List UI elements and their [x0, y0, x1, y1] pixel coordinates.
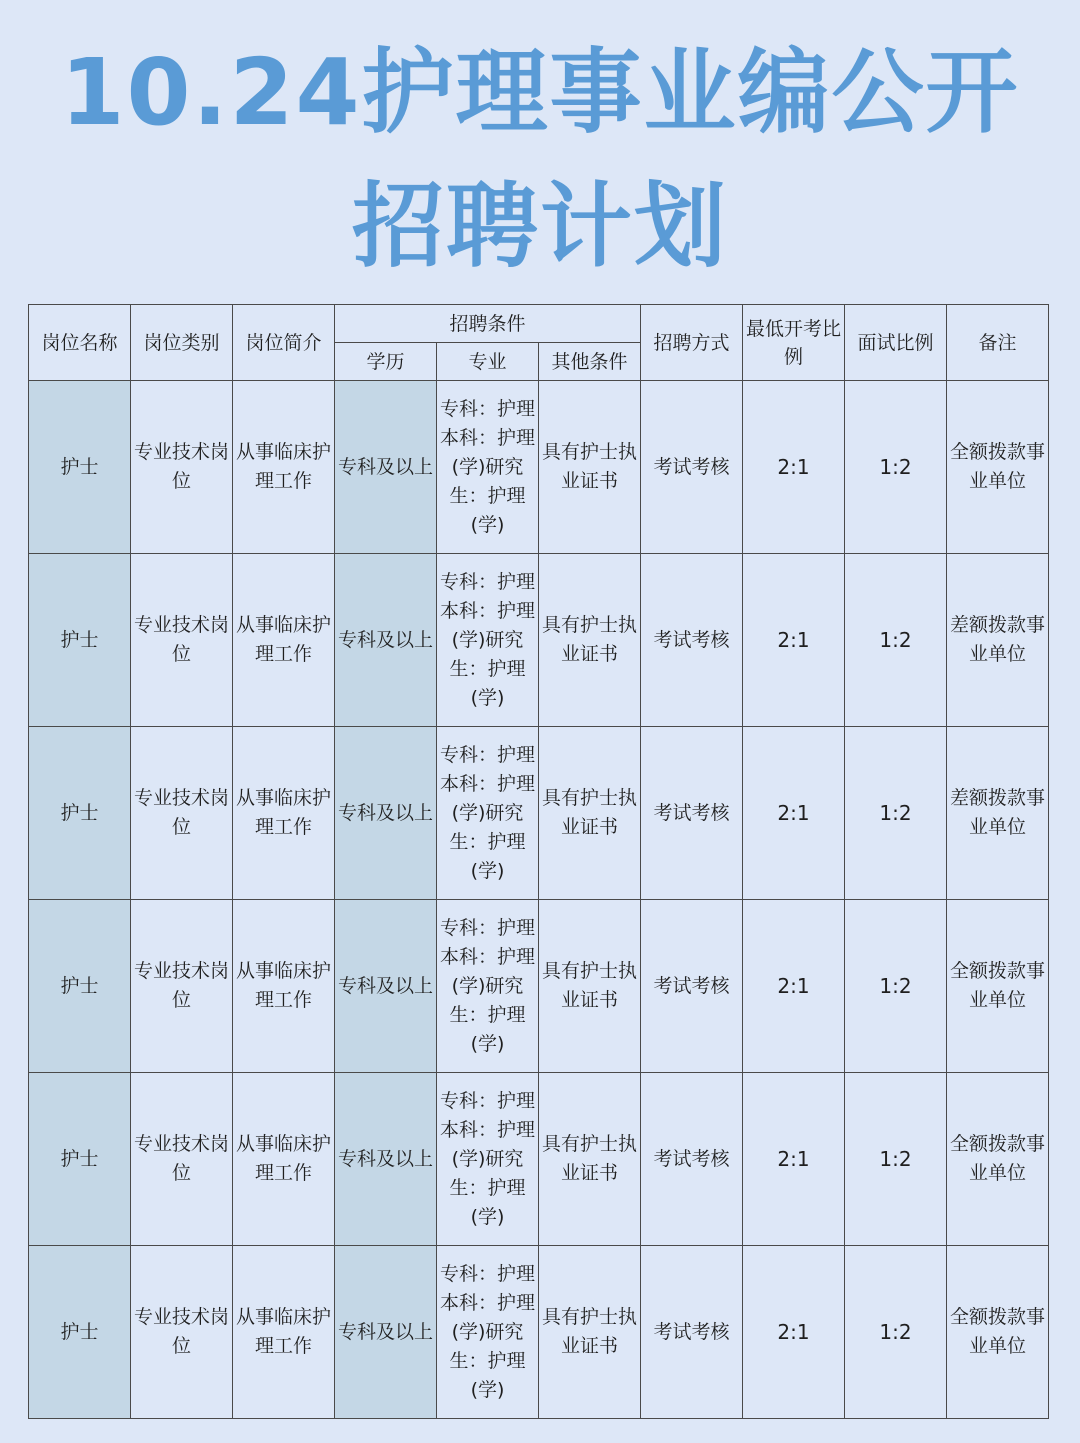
recruitment-table: [28, 304, 1049, 1419]
cell-remarks: 全额拨款事业单位: [947, 900, 1049, 1073]
table-row: [29, 900, 1049, 1073]
cell-min-ratio: 2:1: [743, 727, 845, 900]
cell-education: 专科及以上: [335, 1246, 437, 1419]
cell-position-type: 专业技术岗位: [131, 1073, 233, 1246]
cell-position-name: 护士: [29, 1246, 131, 1419]
cell-min-ratio: 2:1: [743, 381, 845, 554]
header-position-name: 岗位名称: [29, 305, 131, 381]
cell-education: 专科及以上: [335, 381, 437, 554]
cell-major: 专科：护理本科：护理(学)研究生：护理(学): [437, 1246, 539, 1419]
cell-major: 专科：护理本科：护理(学)研究生：护理(学): [437, 381, 539, 554]
cell-major: 专科：护理本科：护理(学)研究生：护理(学): [437, 554, 539, 727]
cell-remarks: 差额拨款事业单位: [947, 727, 1049, 900]
cell-position-name: 护士: [29, 381, 131, 554]
header-education: 学历: [335, 343, 437, 381]
cell-min-ratio: 2:1: [743, 1246, 845, 1419]
table-row: [29, 381, 1049, 554]
header-major: 专业: [437, 343, 539, 381]
cell-interview-ratio: 1:2: [845, 727, 947, 900]
cell-remarks: 全额拨款事业单位: [947, 381, 1049, 554]
cell-method: 考试考核: [641, 554, 743, 727]
cell-position-name: 护士: [29, 727, 131, 900]
cell-other: 具有护士执业证书: [539, 1246, 641, 1419]
cell-remarks: 全额拨款事业单位: [947, 1073, 1049, 1246]
cell-position-type: 专业技术岗位: [131, 381, 233, 554]
header-conditions-group: 招聘条件: [335, 305, 641, 343]
cell-position-intro: 从事临床护理工作: [233, 1073, 335, 1246]
cell-major: 专科：护理本科：护理(学)研究生：护理(学): [437, 727, 539, 900]
header-method: 招聘方式: [641, 305, 743, 381]
cell-other: 具有护士执业证书: [539, 1073, 641, 1246]
table-row: [29, 1246, 1049, 1419]
cell-position-name: 护士: [29, 1073, 131, 1246]
cell-position-intro: 从事临床护理工作: [233, 900, 335, 1073]
cell-education: 专科及以上: [335, 1073, 437, 1246]
cell-position-type: 专业技术岗位: [131, 900, 233, 1073]
cell-remarks: 全额拨款事业单位: [947, 1246, 1049, 1419]
cell-interview-ratio: 1:2: [845, 1246, 947, 1419]
cell-interview-ratio: 1:2: [845, 1073, 947, 1246]
cell-position-type: 专业技术岗位: [131, 1246, 233, 1419]
cell-education: 专科及以上: [335, 727, 437, 900]
cell-method: 考试考核: [641, 900, 743, 1073]
cell-position-name: 护士: [29, 554, 131, 727]
cell-method: 考试考核: [641, 727, 743, 900]
header-min-ratio: 最低开考比例: [743, 305, 845, 381]
cell-position-name: 护士: [29, 900, 131, 1073]
cell-position-intro: 从事临床护理工作: [233, 1246, 335, 1419]
header-other: 其他条件: [539, 343, 641, 381]
cell-min-ratio: 2:1: [743, 554, 845, 727]
cell-position-intro: 从事临床护理工作: [233, 554, 335, 727]
cell-other: 具有护士执业证书: [539, 381, 641, 554]
header-interview-ratio: 面试比例: [845, 305, 947, 381]
table-row: [29, 554, 1049, 727]
cell-method: 考试考核: [641, 1246, 743, 1419]
table-row: [29, 1073, 1049, 1246]
table-row: [29, 727, 1049, 900]
cell-education: 专科及以上: [335, 900, 437, 1073]
cell-other: 具有护士执业证书: [539, 900, 641, 1073]
cell-remarks: 差额拨款事业单位: [947, 554, 1049, 727]
cell-major: 专科：护理本科：护理(学)研究生：护理(学): [437, 1073, 539, 1246]
cell-method: 考试考核: [641, 381, 743, 554]
cell-education: 专科及以上: [335, 554, 437, 727]
header-position-type: 岗位类别: [131, 305, 233, 381]
page-title: 10.24护理事业编公开: [60, 39, 1020, 146]
cell-min-ratio: 2:1: [743, 900, 845, 1073]
cell-position-type: 专业技术岗位: [131, 554, 233, 727]
cell-interview-ratio: 1:2: [845, 900, 947, 1073]
cell-position-intro: 从事临床护理工作: [233, 381, 335, 554]
cell-method: 考试考核: [641, 1073, 743, 1246]
header-remarks: 备注: [947, 305, 1049, 381]
cell-interview-ratio: 1:2: [845, 381, 947, 554]
cell-other: 具有护士执 业证书: [539, 727, 641, 900]
cell-other: 具有护士执业证书: [539, 554, 641, 727]
header-position-intro: 岗位简介: [233, 305, 335, 381]
cell-position-intro: 从事临床护理工作: [233, 727, 335, 900]
cell-min-ratio: 2:1: [743, 1073, 845, 1246]
cell-major: 专科：护理本科：护理(学)研究生：护理(学): [437, 900, 539, 1073]
cell-position-type: 专业技术岗位: [131, 727, 233, 900]
page-subtitle: 招聘计划: [351, 173, 728, 280]
cell-interview-ratio: 1:2: [845, 554, 947, 727]
